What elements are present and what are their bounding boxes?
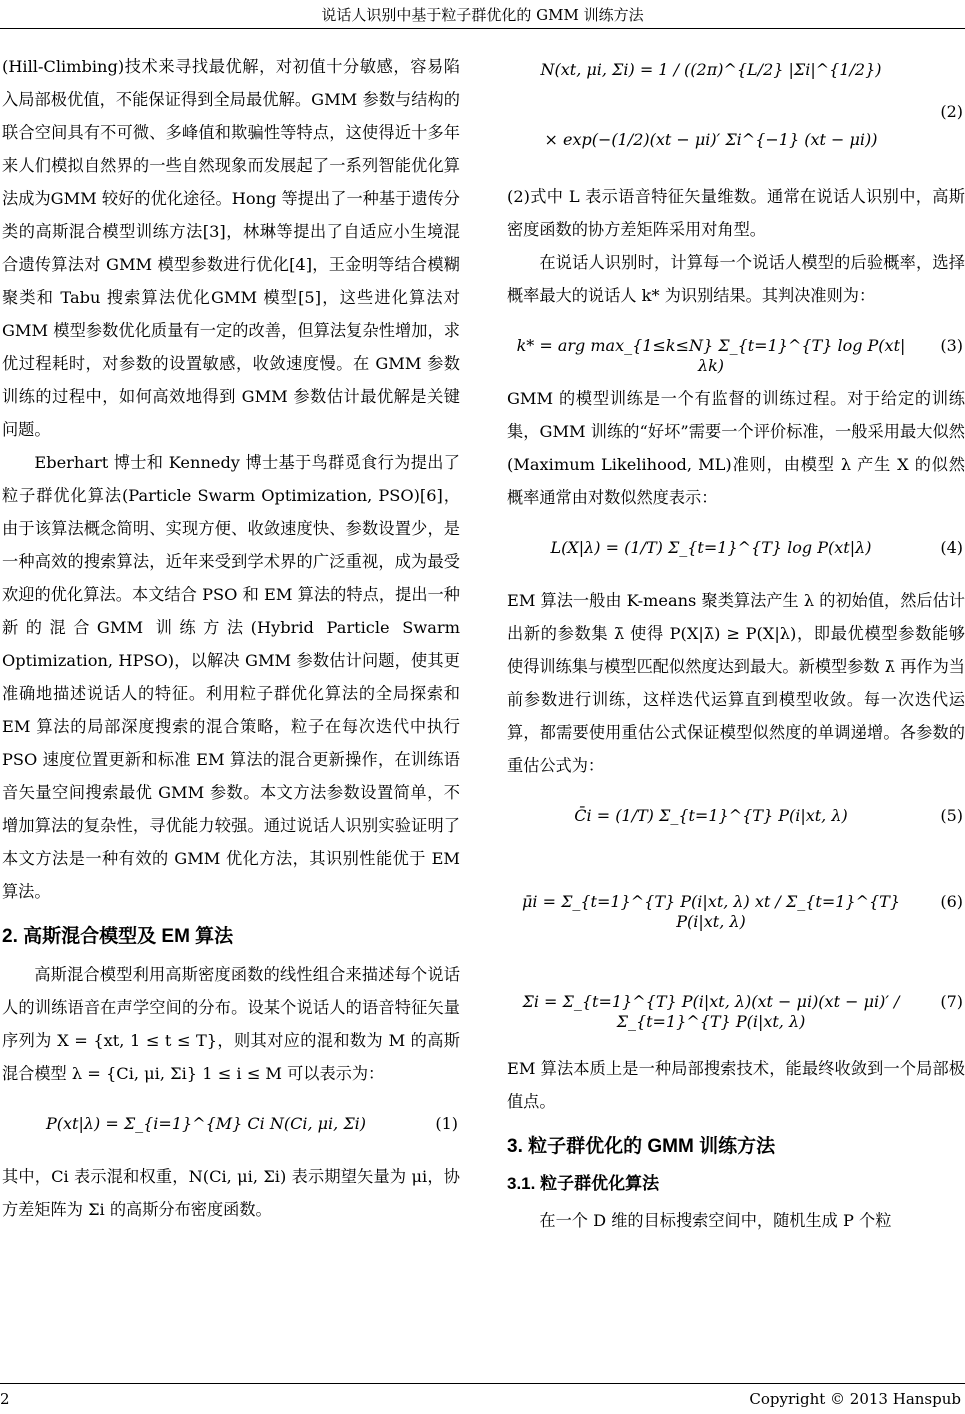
paragraph-pso-start: 在一个 D 维的目标搜索空间中，随机生成 P 个粒 xyxy=(539,1211,892,1230)
equation-2-number: (2) xyxy=(940,102,963,121)
equation-7 xyxy=(507,952,965,1052)
page-number: 2 xyxy=(0,1390,10,1408)
paragraph-em-iteration: EM 算法一般由 K-means 聚类算法产生 λ 的初始值，然后估计出新的参数集 λ̄ 使得 P(X|λ̄) ≥ P(X|λ)，即最优模型参数能够使得训练集与模型匹配似然度达到最大。新模型参数 λ̄ 再作为当前参数进行训练，这样迭代运算直到模型收敛。每一次迭代运算，都需要使用重估公式保证模型似然度的单调递增。各参数的重估公式为： xyxy=(507,591,965,775)
paragraph-decision-rule: 在说话人识别时，计算每一个说话人模型的后验概率，选择概率最大的说话人 k* 为识别结果。其判决准则为： xyxy=(507,253,965,305)
copyright-notice: Copyright © 2013 Hanspub xyxy=(749,1390,961,1408)
equation-5 xyxy=(507,782,965,852)
equation-4-number: (4) xyxy=(940,538,963,557)
equation-4 xyxy=(507,514,965,584)
equation-1-body: P(xt|λ) = Σ_{i=1}^{M} Ci N(Ci, μi, Σi) xyxy=(46,1114,366,1133)
equation-1-number: (1) xyxy=(435,1114,458,1133)
equation-5-body: C̄i = (1/T) Σ_{t=1}^{T} P(i|xt, λ) xyxy=(574,806,848,825)
equation-3-body: k* = arg max_{1≤k≤N} Σ_{t=1}^{T} log P(xt|λk) xyxy=(516,336,906,375)
running-header: 说话人识别中基于粒子群优化的 GMM 训练方法 xyxy=(321,6,644,24)
equation-2 xyxy=(507,50,965,180)
equation-6-body: μ̄i = Σ_{t=1}^{T} P(i|xt, λ) xt / Σ_{t=1}^{T} P(i|xt, λ) xyxy=(521,892,901,931)
equation-4-body: L(X|λ) = (1/T) Σ_{t=1}^{T} log P(xt|λ) xyxy=(550,538,872,557)
equation-3-number: (3) xyxy=(940,336,963,355)
equation-2-line-1: N(xt, μi, Σi) = 1 / ((2π)^{L/2} |Σi|^{1/2}) xyxy=(540,60,882,79)
paragraph-ml-criterion: GMM 的模型训练是一个有监督的训练过程。对于给定的训练集，GMM 训练的“好坏”需要一个评价标准，一般采用最大似然(Maximum Likelihood, ML)准则，由模型 λ 产生 X 的似然概率通常由对数似然度表示： xyxy=(507,389,965,507)
footer-rule xyxy=(0,1383,965,1384)
equation-6 xyxy=(507,852,965,952)
equation-1 xyxy=(2,1090,460,1160)
paragraph-intro-continued: (Hill-Climbing)技术来寻找最优解，对初值十分敏感，容易陷入局部极优值，不能保证得到全局最优解。GMM 参数与结构的联合空间具有不可微、多峰值和欺骗性等特点，这使得近十多年来人们模拟自然界的一些自然现象而发展起了一系列智能优化算法成为GMM 较好的优化途径。Hong 等提出了一种基于遗传分类的高斯混合模型训练方法[3]，林琳等提出了自适应小生境混合遗传算法对 GMM 模型参数进行优化[4]，王金明等结合模糊聚类和 Tabu 搜索算法优化GMM 模型[5]，这些进化算法对 GMM 模型参数优化质量有一定的改善，但算法复杂性增加，求优过程耗时，对参数的设置敏感，收敛速度慢。在 GMM 参数训练的过程中，如何高效地得到 GMM 参数估计最优解是关键问题。 xyxy=(2,57,460,439)
equation-7-number: (7) xyxy=(940,992,963,1011)
section-3-heading: 3. 粒子群优化的 GMM 训练方法 xyxy=(507,1136,776,1157)
equation-2-line-2: × exp(−(1/2)(xt − μi)′ Σi^{−1} (xt − μi)) xyxy=(544,130,878,149)
equation-6-number: (6) xyxy=(940,892,963,911)
section-2-heading: 2. 高斯混合模型及 EM 算法 xyxy=(2,926,234,947)
paragraph-dimension-note: (2)式中 L 表示语音特征矢量维数。通常在说话人识别中，高斯密度函数的协方差矩阵采用对角型。 xyxy=(507,187,965,239)
left-column xyxy=(2,50,460,1226)
header-rule xyxy=(0,28,965,29)
right-column xyxy=(507,50,965,1237)
section-3-1-heading: 3.1. 粒子群优化算法 xyxy=(507,1174,660,1193)
paragraph-em-local: EM 算法本质上是一种局部搜索技术，能最终收敛到一个局部极值点。 xyxy=(507,1059,965,1111)
equation-3 xyxy=(507,312,965,382)
paragraph-pso-intro: Eberhart 博士和 Kennedy 博士基于鸟群觅食行为提出了粒子群优化算法(Particle Swarm Optimization, PSO)[6]，由于该算法概念简明、实现方便、收敛速度快、参数设置少，是一种高效的搜索算法，近年来受到学术界的广泛重视，成为最受欢迎的优化算法。本文结合 PSO 和 EM 算法的特点，提出一种新的混合GMM 训练方法(Hybrid Particle Swarm Optimization, HPSO)，以解决 GMM 参数估计问题，使其更准确地描述说话人的特征。利用粒子群优化算法的全局探索和 EM 算法的局部深度搜索的混合策略，粒子在每次迭代中执行 PSO 速度位置更新和标准 EM 算法的混合更新操作，在训练语音矢量空间搜索最优 GMM 参数。本文方法参数设置简单，不增加算法的复杂性，寻优能力较强。通过说话人识别实验证明了本文方法是一种有效的 GMM 优化方法，其识别性能优于 EM 算法。 xyxy=(2,453,460,901)
equation-5-number: (5) xyxy=(940,806,963,825)
paragraph-gmm-terms: 其中，Ci 表示混和权重，N(Ci, μi, Σi) 表示期望矢量为 μi，协方差矩阵为 Σi 的高斯分布密度函数。 xyxy=(2,1167,460,1219)
paragraph-gmm-definition: 高斯混合模型利用高斯密度函数的线性组合来描述每个说话人的训练语音在声学空间的分布。设某个说话人的语音特征矢量序列为 X = {xt, 1 ≤ t ≤ T}，则其对应的混和数为 M 的高斯混合模型 λ = {Ci, μi, Σi} 1 ≤ i ≤ M 可以表示为： xyxy=(2,965,460,1083)
equation-7-body: Σ̄i = Σ_{t=1}^{T} P(i|xt, λ)(xt − μi)(xt − μi)′ / Σ_{t=1}^{T} P(i|xt, λ) xyxy=(522,992,900,1031)
